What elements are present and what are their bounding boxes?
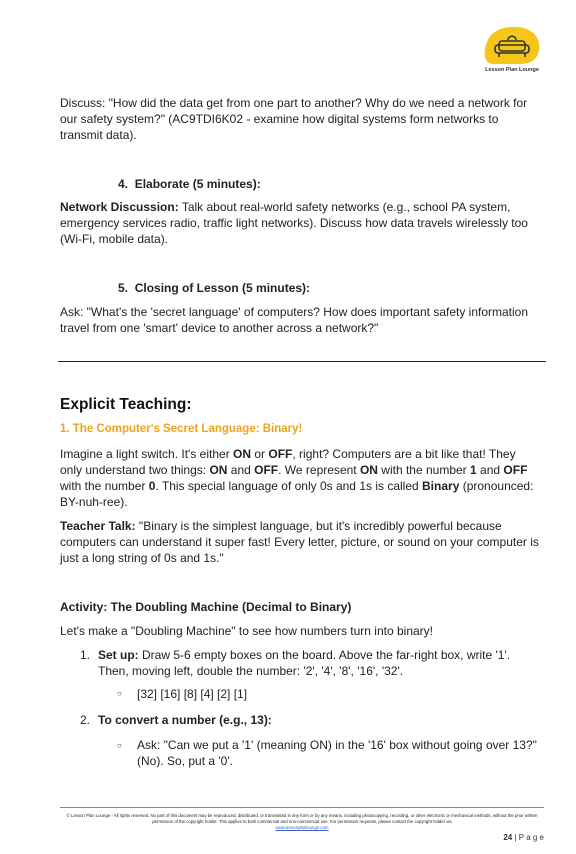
convert-ask-text: Ask: "Can we put a '1' (meaning ON) in the '16' box without going over 13?" (No). So, put a '0'. <box>137 738 537 768</box>
explicit-teaching-heading: Explicit Teaching: <box>60 396 192 413</box>
step-4-heading <box>118 176 261 192</box>
logo-caption: Lesson Plan Lounge <box>485 67 539 73</box>
sofa-icon <box>479 24 545 68</box>
teacher-talk-paragraph <box>60 518 540 566</box>
binary-subheading: 1. The Computer's Secret Language: Binary! <box>60 423 303 435</box>
activity-heading: Activity: The Doubling Machine (Decimal to Binary) <box>60 600 352 614</box>
section-divider <box>58 361 546 362</box>
step-4-title: Elaborate (5 minutes): <box>134 177 261 191</box>
activity-item-1-text: Set up: Draw 5-6 empty boxes on the board. Above the far-right box, write '1'. Then, moving left, double the number: '2', '4', '8', '16', '32'. <box>98 648 511 678</box>
network-discussion-paragraph <box>60 199 540 247</box>
page-number-value: 24 <box>503 833 513 842</box>
network-discussion-text: Talk about real-world safety networks (e.g., school PA system, emergency services radio, traffic light networks). Discuss how data travels wirelessly too (Wi-Fi, mobile data). <box>60 200 528 246</box>
network-discussion-label: Network Discussion: <box>60 200 179 214</box>
step-5-title: Closing of Lesson (5 minutes): <box>134 281 311 295</box>
step-5-number: 5. <box>118 281 129 295</box>
setup-label: Set up: <box>98 648 139 662</box>
step-4-number: 4. <box>118 177 129 191</box>
discuss-paragraph: Discuss: "How did the data get from one part to another? Why do we need a network for our safety system?" (AC9TDI6K02 - examine how digital systems form networks to transmit data). <box>60 96 528 142</box>
website-link[interactable]: www.lessonplanlounge.com <box>275 825 329 830</box>
copyright-footer <box>60 813 544 831</box>
activity-item-2-label: To convert a number (e.g., 13): <box>98 713 272 727</box>
activity-item-1-number: 1. <box>80 648 91 662</box>
page-label: | P a g e <box>514 833 544 842</box>
bullet-icon: ○ <box>117 741 122 750</box>
teacher-talk-label: Teacher Talk: <box>60 519 136 533</box>
step-5-heading <box>118 280 310 296</box>
closing-ask-paragraph: Ask: "What's the 'secret language' of computers? How does important safety information travel from one 'smart' device to another across a network?" <box>60 305 529 335</box>
activity-item-2-number: 2. <box>80 713 91 727</box>
copyright-text: © Lesson Plan Lounge - All rights reserved. No part of this document may be reproduced, distributed, or transmitted in any form or by any means, including photocopying, recording, or other electronic or mechanical methods, without the prior written permission of the copyright holder. This applies to both commercial and non-commercial use. For permission requests, please contact the copyright holder via <box>66 813 538 824</box>
bullet-icon: ○ <box>117 689 122 698</box>
footer-divider <box>60 807 544 808</box>
teacher-talk-text: "Binary is the simplest language, but it's incredibly powerful because computers can understand it super fast! Every letter, picture, or sound on your computer is just a long string of 0s and 1s." <box>60 519 539 565</box>
binary-intro-paragraph: Imagine a light switch. It's either ON or OFF, right? Computers are a bit like that! They only understand two things: ON and OFF. We represent ON with the number 1 and OFF with the number 0. This special language of only 0s and 1s is called Binary (pronounced: BY-nuh-ree). <box>60 447 534 509</box>
binary-boxes-row: [32] [16] [8] [4] [2] [1] <box>137 687 248 701</box>
page-number <box>470 833 544 842</box>
activity-intro: Let's make a "Doubling Machine" to see how numbers turn into binary! <box>60 624 434 638</box>
